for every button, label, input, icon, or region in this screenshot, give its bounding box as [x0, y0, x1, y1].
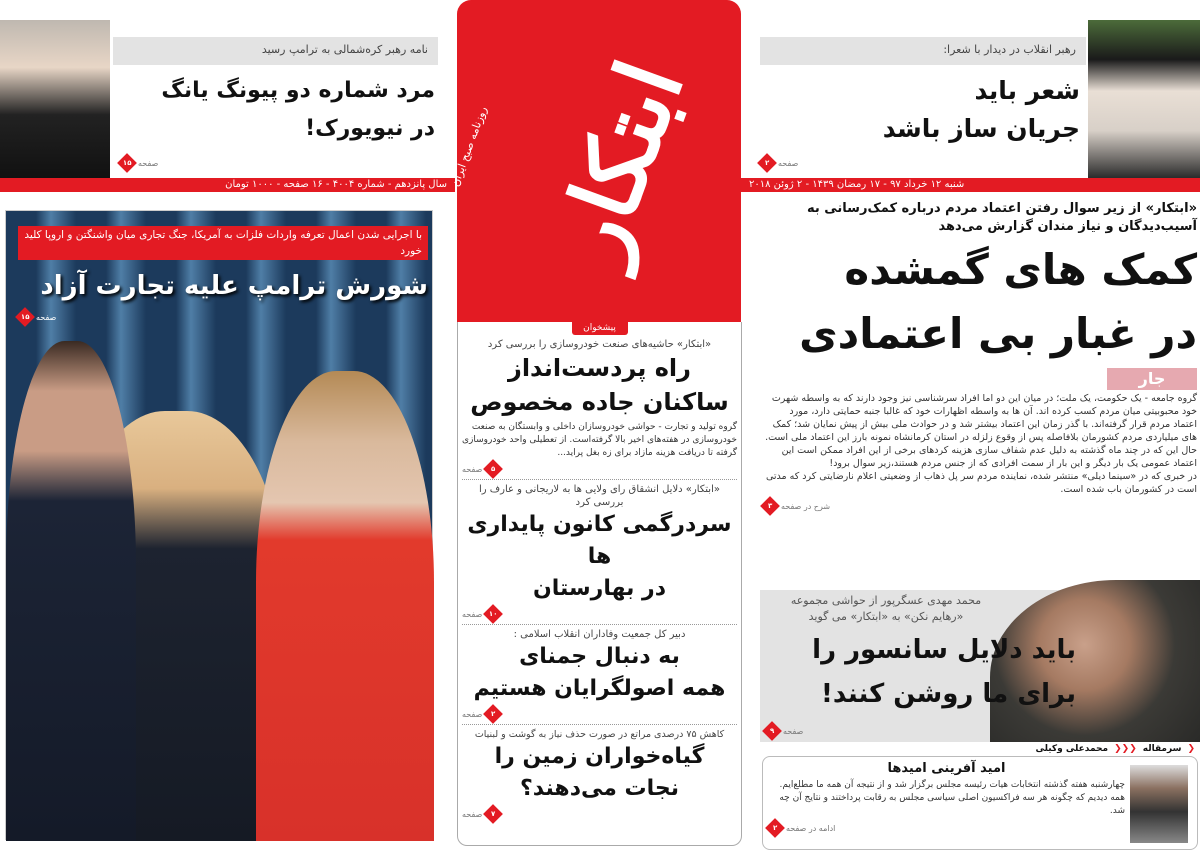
page-number: ۷ [491, 810, 496, 818]
headline-line: در غبار بی اعتمادی [799, 309, 1197, 358]
vakili-photo [1130, 765, 1188, 843]
top-left-kicker: نامه رهبر کره‌شمالی به ترامپ رسید [113, 37, 438, 65]
story-headline [462, 741, 737, 805]
main-story-kicker: «ابتکار» از زیر سوال رفتن اعتماد مردم درباره کمک‌رسانی به آسیب‌دیدگان و نیاز مندان گزارش می‌دهد [806, 201, 1197, 234]
center-story-4[interactable] [462, 728, 737, 821]
headline-line: کمک های گمشده [844, 245, 1197, 294]
triple-chevron-icon: ❮❮❮ [1114, 744, 1137, 754]
story-headline [462, 641, 737, 705]
trade-kicker: با اجرایی شدن اعمال تعرفه واردات فلزات به آمریکا، جنگ تجاری میان واشنگتن و اروپا کلید خورد [18, 226, 428, 260]
story-body: گروه تولید و تجارت - حواشی خودروسازان داخلی و وابستگان به صنعت خودروسازی در هفته‌های اخیر بالا گرفته‌است. از تعطیلی واحد خودروسازی گرفته تا دریافت هزینه مازاد برای زه بغل پراید... [461, 422, 737, 458]
issue-info-bar: سال پانزدهم - شماره ۴۰۰۴ - ۱۶ صفحه - ۱۰۰۰ تومان [0, 178, 455, 192]
page-number: ۱۰ [489, 610, 498, 619]
kicker-line: «رهایم نکن» به «ابتکار» می گوید [808, 610, 964, 623]
headline-line: گیاه‌خواران زمین را [494, 744, 705, 769]
headline-line: باید دلایل سانسور را [812, 635, 1076, 665]
divider [462, 479, 737, 480]
masthead-logo: ابتکار [533, 47, 705, 275]
center-stories [462, 322, 737, 844]
story-kicker: کاهش ۷۵ درصدی مراتع در صورت حذف نیاز به گوشت و لبنیات [474, 729, 725, 740]
paragraph: در خبری که در «سینما دیلی» منتشر شده، نماینده مردم سر پل ذهاب از وضعیتی اعلام نارضایتی کرد که مدتی است در کشورمان باب شده است. [765, 471, 1197, 495]
editorial-header [980, 744, 1195, 754]
page-ref[interactable] [760, 156, 798, 170]
editorial-title: امید آفرینی امیدها [887, 761, 1006, 776]
masthead-subtitle: روزنامه صبح ایران [448, 104, 490, 189]
page-number: ۱۵ [122, 159, 132, 168]
divider [462, 624, 737, 625]
masthead[interactable] [448, 0, 741, 322]
main-story-headline [763, 238, 1197, 366]
page-label: صفحه [36, 312, 57, 322]
trade-headline: شورش ترامپ علیه تجارت آزاد [40, 271, 428, 301]
divider [462, 724, 737, 725]
date-bar: شنبه ۱۲ خرداد ۹۷ - ۱۷ رمضان ۱۴۳۹ - ۲ ژوئن ۲۰۱۸ [741, 178, 1200, 192]
pishkhan-tag: پیشخوان [572, 322, 628, 335]
story-kicker: «ابتکار» حاشیه‌های صنعت خودروسازی را بررسی کرد [487, 339, 712, 350]
page-label: صفحه [778, 158, 799, 168]
page-ref[interactable] [462, 462, 500, 476]
story-kicker: دبیر کل جمعیت وفاداران انقلاب اسلامی : [513, 629, 686, 640]
page-label: شرح در صفحه [781, 501, 831, 511]
main-story[interactable] [763, 200, 1197, 588]
chevron-left-icon: ❮ [1187, 744, 1195, 754]
trade-story-text [18, 226, 428, 324]
story-kicker: «ابتکار» دلایل انشقاق رای ولایی ها به لاریجانی و عارف را بررسی کرد [479, 484, 720, 508]
page-number: ۲ [491, 710, 496, 718]
page-ref[interactable] [765, 724, 803, 738]
page-number: ۱۵ [20, 313, 30, 322]
top-right-headline[interactable] [800, 72, 1080, 148]
top-right-kicker: رهبر انقلاب در دیدار با شعرا: [760, 37, 1086, 65]
page-label: صفحه [462, 709, 483, 719]
interview-headline [766, 628, 1076, 716]
headline-line: برای ما روشن کنند! [820, 679, 1076, 709]
merkel-figure [256, 371, 434, 841]
page-label: صفحه [783, 726, 804, 736]
page-ref[interactable] [120, 156, 158, 170]
headline-line: در بهارستان [533, 576, 666, 601]
center-story-3[interactable] [462, 628, 737, 721]
headline-line: جریان ساز باشد [882, 114, 1080, 143]
page-label: صفحه [462, 809, 483, 819]
page-ref[interactable] [462, 807, 500, 821]
interview-kicker [766, 593, 1006, 625]
page-number: ۹ [769, 727, 775, 735]
page-number: ۳ [767, 502, 773, 510]
center-story-2[interactable] [462, 483, 737, 621]
headline-line: در نیویورک! [305, 116, 435, 141]
page-label: ادامه در صفحه [786, 823, 836, 833]
headline-line: نجات می‌دهند؟ [519, 776, 680, 801]
page-number: ۲ [764, 159, 770, 167]
editorial-section: سرمقاله [1142, 744, 1182, 754]
page-label: صفحه [462, 464, 483, 474]
headline-line: راه پردست‌انداز [508, 354, 691, 382]
kim-yong-chol-photo [0, 20, 110, 178]
headline-line: همه اصولگرایان هستیم [473, 676, 726, 701]
editorial-content [768, 760, 1125, 848]
page-label: صفحه [462, 609, 483, 619]
page-ref[interactable] [763, 499, 830, 513]
story-headline [462, 351, 737, 419]
page-number: ۵ [491, 465, 496, 473]
watermark-stamp: جار [1107, 368, 1197, 390]
story-headline [462, 509, 737, 605]
page-ref[interactable] [18, 310, 56, 324]
page-ref[interactable] [768, 821, 835, 835]
page-ref[interactable] [462, 707, 500, 721]
headline-line: سردرگمی کانون پایداری ها [467, 512, 732, 569]
page-label: صفحه [138, 158, 159, 168]
editorial-author: محمدعلی وکیلی [1035, 744, 1109, 754]
headline-line: به دنبال جمنای [519, 644, 680, 669]
paragraph: گروه جامعه - یک حکومت، یک ملت؛ در میان این دو اما افراد سرشناسی نیز وجود دارند که به واسطه شهرت خود محبوبیتی میان مردم کسب کرده اند. آن ها به واسطه اظهارات خود که غالبا جنبه حمایتی دارد، مورد اعتماد مردم قرار گرفته‌اند. با گذر زمان این اعتماد بیشتر شد و در حوادث ملی بیش از پیش نمایان شد؛ کمک های میلیاردی مردم کشورمان بلافاصله پس از وقوع زلزله در استان کرمانشاه نمونه بارز این اعتماد ملی است. حال این که در چند ماه گذشته به دلیل عدم شفاف سازی هزینه کردهای برخی از این افراد ممکن است این اعتماد عمومی یک بار دیگر و این بار از سمت افرادی که از جنس مردم هستند،زیر سوال برود! [765, 393, 1197, 469]
macron-figure [6, 341, 136, 841]
headline-line: شعر باید [974, 76, 1080, 105]
page-ref[interactable] [462, 607, 500, 621]
page-number: ۲ [772, 824, 778, 832]
leader-photo [1088, 20, 1200, 178]
top-left-headline[interactable] [113, 72, 435, 148]
main-story-body [763, 392, 1197, 496]
headline-line: ساکنان جاده مخصوص [470, 388, 729, 416]
editorial-body: چهارشنبه هفته گذشته انتخابات هیات رئیسه مجلس برگزار شد و از نتیجه آن همه ما مطلع‌ایم. همه دیدیم که چگونه هر سه فراکسیون اصلی سیاسی مجلس به رقابت پرداختند و نتایج آن چه شد. [779, 780, 1125, 816]
center-story-1[interactable] [462, 338, 737, 476]
kicker-line: محمد مهدی عسگرپور از حواشی مجموعه [790, 594, 982, 607]
headline-line: مرد شماره دو پیونگ یانگ [161, 78, 435, 103]
